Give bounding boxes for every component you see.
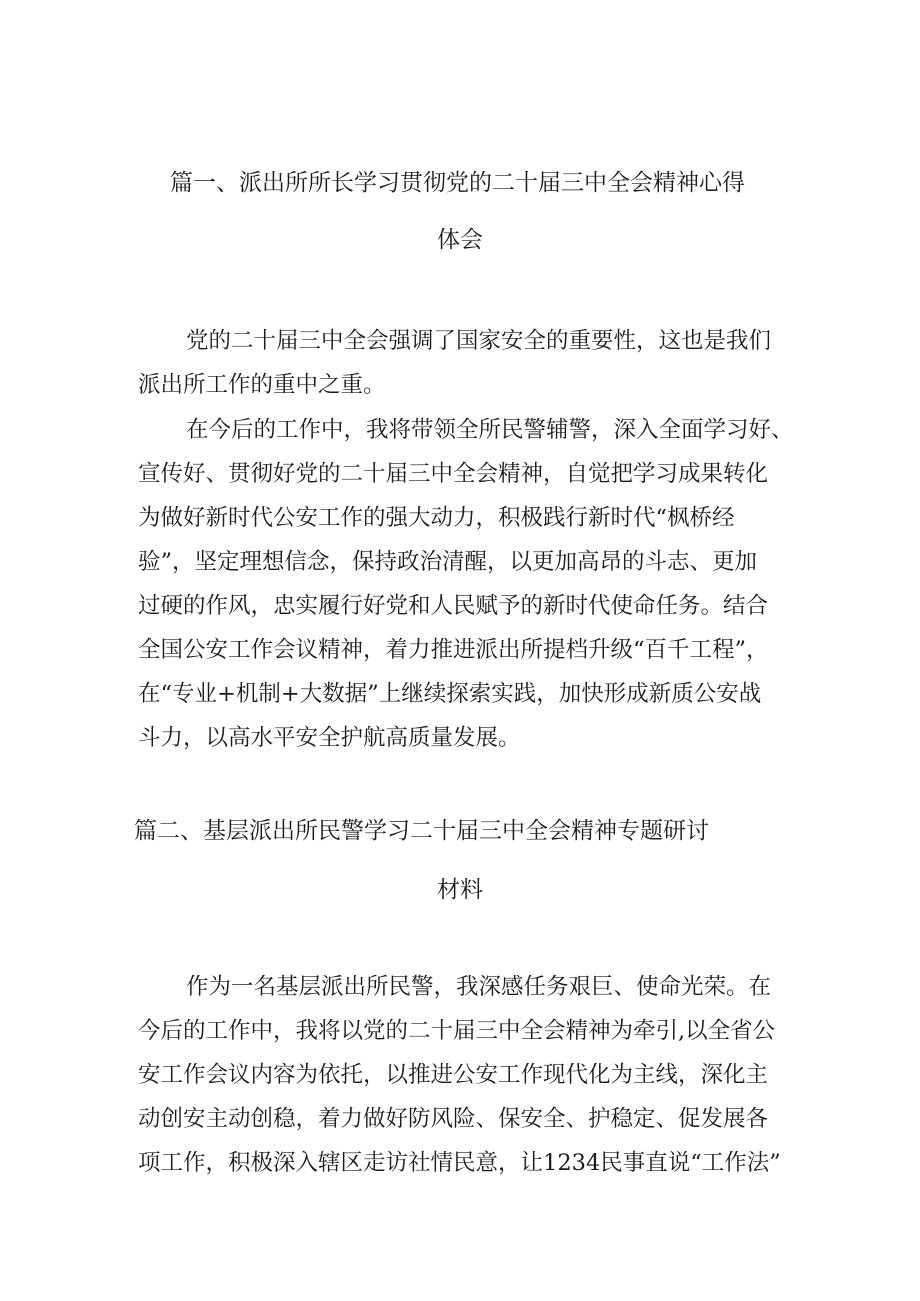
section2-paragraph1-line: 动创安主动创稳，着力做好防风险、保安全、护稳定、促发展各: [138, 1106, 769, 1132]
section2-paragraph1-line: 项工作，积极深入辖区走访社情民意，让1234民事直说“工作法”: [138, 1150, 781, 1176]
section1-paragraph2-line: 全国公安工作会议精神，着力推进派出所提档升级“百千工程”，: [138, 637, 769, 663]
section1-paragraph1-line: 派出所工作的重中之重。: [138, 372, 386, 398]
section1-paragraph2-line: 过硬的作风，忠实履行好党和人民赋予的新时代使命任务。结合: [138, 593, 769, 619]
section1-paragraph2-line: 验”，坚定理想信念，保持政治清醒，以更加高昂的斗志、更加: [138, 549, 758, 575]
section1-title-line2: 体会: [437, 227, 483, 253]
section2-paragraph1-line: 今后的工作中，我将以党的二十届三中全会精神为牵引,以全省公: [138, 1018, 776, 1044]
section1-paragraph2-line: 在今后的工作中，我将带领全所民警辅警，深入全面学习好、: [186, 417, 794, 443]
section1-paragraph1-line: 党的二十届三中全会强调了国家安全的重要性，这也是我们: [186, 328, 772, 354]
section2-title-line1: 篇二、基层派出所民警学习二十届三中全会精神专题研讨: [134, 818, 709, 844]
section1-paragraph2-line: 为做好新时代公安工作的强大动力，积极践行新时代“枫桥经: [138, 505, 735, 531]
section1-title-line1: 篇一、派出所所长学习贯彻党的二十届三中全会精神心得: [170, 170, 745, 196]
section2-paragraph1-line: 安工作会议内容为依托，以推进公安工作现代化为主线，深化主: [138, 1062, 769, 1088]
section1-paragraph2-line: 宣传好、贯彻好党的二十届三中全会精神，自觉把学习成果转化: [138, 461, 769, 487]
section1-paragraph2-line: 斗力，以高水平安全护航高质量发展。: [138, 725, 521, 751]
section1-paragraph2-line: 在“专业+机制+大数据”上继续探索实践，加快形成新质公安战: [138, 681, 762, 707]
section2-paragraph1-line: 作为一名基层派出所民警，我深感任务艰巨、使命光荣。在: [186, 974, 772, 1000]
section2-title-line2: 材料: [437, 877, 483, 903]
